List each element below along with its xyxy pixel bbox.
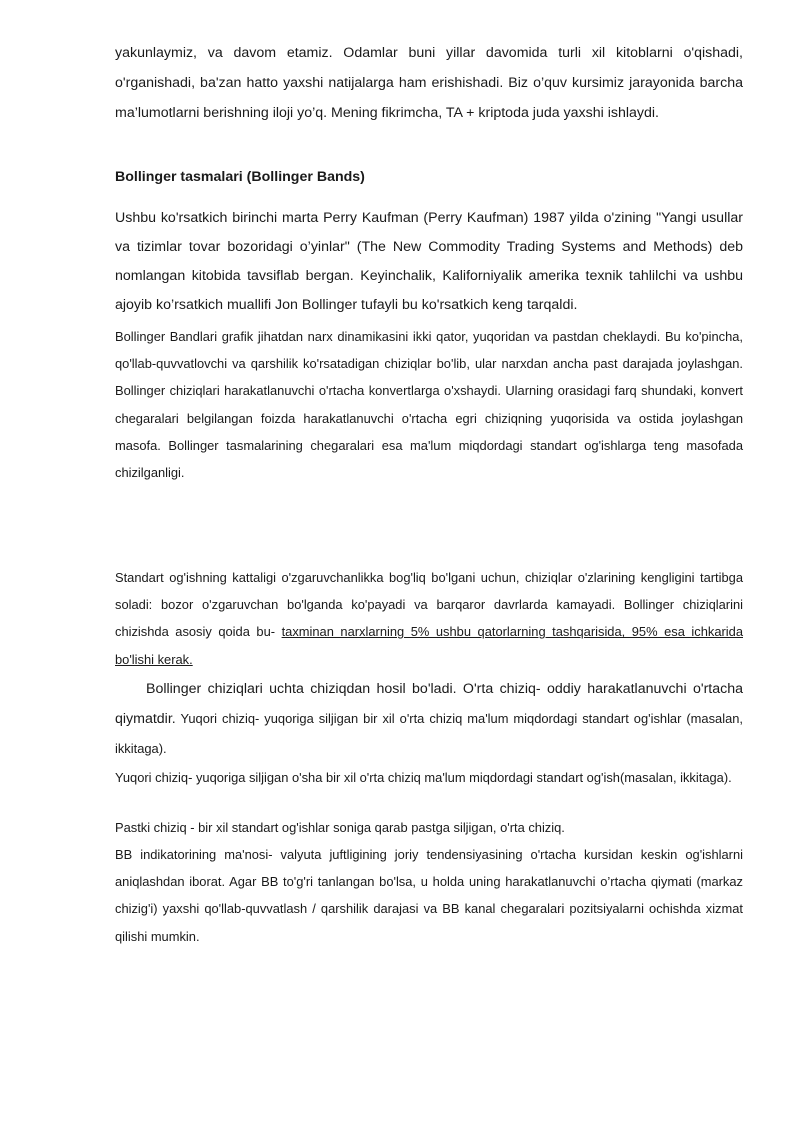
- section-heading: Bollinger tasmalari (Bollinger Bands): [115, 169, 365, 185]
- paragraph-meaning: BB indikatorining ma'nosi- valyuta juftligining joriy tendensiyasining o'rtacha kursidan keskin og'ishlarni aniqlashdan iborat. Agar BB to'g'ri tanlangan bo'lsa, u holda uning harakatlanuvchi o’rtacha qiymati (markaz chizig'i) yaxshi qo'llab-quvvatlash / qarshilik darajasi va BB kanal chegaralari pozitsiyalarni ochishda xizmat qilishi mumkin.: [115, 847, 743, 944]
- paragraph-three-lines: [115, 674, 743, 764]
- paragraph-rule-text: Standart og'ishning kattaligi o'zgaruvchanlikka bog'liq bo'lgani uchun, chiziqlar o'zlarining kengligini tartibga soladi: bozor o'zgaruvchan bo'lganda ko'payadi va barqaror davrlarda kamayadi. Bollinger chiziqlarini chizishda asosiy qoida bu-: [115, 570, 743, 640]
- paragraph-history: Ushbu ko'rsatkich birinchi marta Perry Kaufman (Perry Kaufman) 1987 yilda o'zining "Yangi usullar va tizimlar tovar bozoridagi o’yinlar" (The New Commodity Trading Systems and Methods) deb nomlangan kitobida tavsiflab bergan. Keyinchalik, Kaliforniyalik amerika texnik tahlilchi va ushbu ajoyib ko’rsatkich muallifi Jon Bollinger tufayli bu ko'rsatkich keng tarqaldi.: [115, 210, 743, 313]
- paragraph-rule-underlined: taxminan narxlarning 5% ushbu qatorlarning tashqarisida, 95% esa ichkarida bo'lishi kerak.: [115, 624, 743, 667]
- paragraph-definition: Bollinger Bandlari grafik jihatdan narx dinamikasini ikki qator, yuqoridan va pastdan cheklaydi. Bu ko'pincha, qo'llab-quvvatlovchi va qarshilik ko'rsatadigan chiziqlar bo'lib, ular narxdan ancha past darajada joylashgan. Bollinger chiziqlari harakatlanuvchi o'rtacha konvertlarga o'xshaydi. Ularning orasidagi farq shundaki, konvert chegaralari belgilangan foizda harakatlanuvchi o'rtacha egri chiziqning yuqorisida va ostida joylashgan masofa. Bollinger tasmalarining chegaralari esa ma'lum miqdordagi standart og'ishlarga teng masofada chizilganligi.: [115, 329, 743, 481]
- paragraph-lower-line: Pastki chiziq - bir xil standart og'ishlar soniga qarab pastga siljigan, o'rta chiziq.: [115, 820, 565, 835]
- paragraph-three-lines-large: Bollinger chiziqlari uchta chiziqdan hosil bo'ladi. O'rta chiziq- oddiy harakatlanuvchi o'rtacha qiymatdir.: [115, 681, 743, 727]
- paragraph-upper-line: Yuqori chiziq- yuqoriga siljigan o'sha bir xil o'rta chiziq ma'lum miqdordagi standart og'ish(masalan, ikkitaga).: [115, 770, 732, 785]
- paragraph-three-lines-small: Yuqori chiziq- yuqoriga siljigan bir xil o'rta chiziq ma'lum miqdordagi standart og'ishlar (masalan, ikkitaga).: [115, 711, 743, 756]
- paragraph-intro: yakunlaymiz, va davom etamiz. Odamlar buni yillar davomida turli xil kitoblarni o'qishadi, o'rganishadi, ba'zan hatto yaxshi natijalarga ham erishishadi. Biz o’quv kursimiz jarayonida barcha ma’lumotlarni berishning iloji yo’q. Mening fikrimcha, TA + kriptoda juda yaxshi ishlaydi.: [115, 45, 743, 121]
- paragraph-rule: [115, 564, 743, 673]
